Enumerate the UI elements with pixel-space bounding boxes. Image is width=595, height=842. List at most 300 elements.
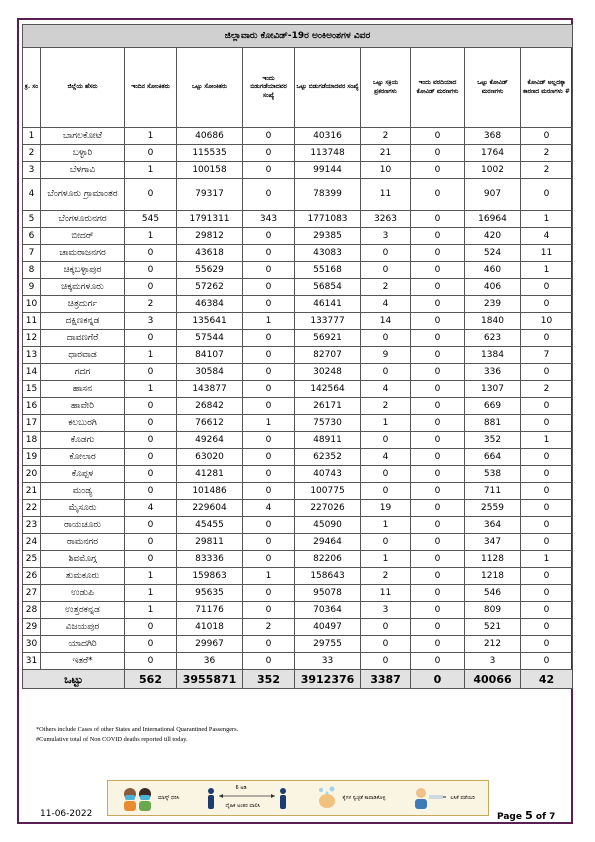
table-row [23,551,573,568]
table-row [23,145,573,162]
value-cell: 0 [243,517,295,534]
value-cell: 1 [125,128,177,145]
value-cell: 0 [411,466,465,483]
district-cell: ಬಳ್ಳಾರಿ [41,145,125,162]
table-row [23,432,573,449]
district-cell: ವಿಜಯಪುರ [41,619,125,636]
total-cell: 3912376 [295,670,361,689]
district-cell: ರಾಮನಗರ [41,534,125,551]
district-cell: ಕೊಪ್ಪಳ [41,466,125,483]
footnote-others: *Others include Cases of other States and International Quarantined Passengers. [36,726,239,733]
footnote-non-covid: #Cumulative total of Non COVID deaths reported till today. [36,736,188,743]
vaccine-icon [411,785,447,811]
value-cell: 82707 [295,347,361,364]
value-cell: 29385 [295,228,361,245]
value-cell: 0 [521,500,573,517]
value-cell: 56854 [295,279,361,296]
table-row [23,602,573,619]
value-cell: 0 [243,245,295,262]
serial-cell: 17 [23,415,41,432]
serial-cell: 6 [23,228,41,245]
value-cell: 0 [243,128,295,145]
serial-cell: 18 [23,432,41,449]
table-row [23,262,573,279]
value-cell: 0 [411,179,465,211]
district-cell: ಚಾಮರಾಜನಗರ [41,245,125,262]
serial-cell: 3 [23,162,41,179]
banner-distance [205,785,289,811]
value-cell: 3 [361,602,411,619]
serial-cell: 27 [23,585,41,602]
total-cell: 0 [411,670,465,689]
serial-cell: 19 [23,449,41,466]
value-cell: 0 [361,653,411,670]
value-cell: 0 [361,262,411,279]
value-cell: 41281 [177,466,243,483]
serial-cell: 13 [23,347,41,364]
value-cell: 545 [125,211,177,228]
value-cell: 82206 [295,551,361,568]
serial-cell: 22 [23,500,41,517]
value-cell: 347 [465,534,521,551]
value-cell: 1 [243,313,295,330]
value-cell: 1384 [465,347,521,364]
value-cell: 0 [243,466,295,483]
value-cell: 0 [411,432,465,449]
district-cell: ಬೆಂಗಳೂರುನಗರ [41,211,125,228]
safety-banner [107,780,489,816]
table-row [23,585,573,602]
district-cell: ಗದಗ [41,364,125,381]
footnotes [36,725,238,745]
value-cell: 0 [521,179,573,211]
value-cell: 142564 [295,381,361,398]
table-row [23,128,573,145]
serial-cell: 23 [23,517,41,534]
value-cell: 368 [465,128,521,145]
value-cell: 10 [361,162,411,179]
district-cell: ಬೆಂಗಳೂರು ಗ್ರಾಮಾಂತರ [41,179,125,211]
value-cell: 0 [521,466,573,483]
serial-cell: 8 [23,262,41,279]
value-cell: 0 [125,179,177,211]
value-cell: 57262 [177,279,243,296]
serial-cell: 11 [23,313,41,330]
banner-mask [121,785,179,811]
value-cell: 113748 [295,145,361,162]
value-cell: 336 [465,364,521,381]
value-cell: 0 [361,245,411,262]
value-cell: 0 [411,449,465,466]
value-cell: 1 [243,568,295,585]
value-cell: 0 [411,313,465,330]
value-cell: 0 [521,279,573,296]
value-cell: 133777 [295,313,361,330]
value-cell: 0 [361,330,411,347]
value-cell: 1 [361,415,411,432]
table-row [23,398,573,415]
value-cell: 0 [243,381,295,398]
header-total-discharged: ಒಟ್ಟು ಬಿಡುಗಡೆಯಾದವರ ಸಂಖ್ಯೆ [295,48,361,128]
total-label: ಒಟ್ಟು [23,670,125,689]
value-cell: 62352 [295,449,361,466]
value-cell: 0 [361,619,411,636]
value-cell: 11 [521,245,573,262]
value-cell: 0 [243,585,295,602]
value-cell: 2 [521,381,573,398]
value-cell: 0 [411,483,465,500]
value-cell: 0 [243,364,295,381]
value-cell: 0 [125,398,177,415]
header-total-cases: ಒಟ್ಟು ಸೋಂಕಿತರು [177,48,243,128]
total-cell: 562 [125,670,177,689]
table-row [23,483,573,500]
table-row [23,517,573,534]
value-cell: 0 [411,330,465,347]
value-cell: 56921 [295,330,361,347]
serial-cell: 21 [23,483,41,500]
serial-cell: 9 [23,279,41,296]
value-cell: 10 [521,313,573,330]
district-cell: ಇತರೆ* [41,653,125,670]
value-cell: 30584 [177,364,243,381]
table-row [23,347,573,364]
district-cell: ಉಡುಪಿ [41,585,125,602]
value-cell: 71176 [177,602,243,619]
value-cell: 2559 [465,500,521,517]
value-cell: 0 [521,128,573,145]
table-row [23,296,573,313]
banner-mask-label: ಮಾಸ್ಕ್ ಧರಿಸಿ [158,795,180,801]
header-district: ಜಿಲ್ಲೆಯ ಹೆಸರು [41,48,125,128]
district-cell: ಮೈಸೂರು [41,500,125,517]
value-cell: 0 [411,245,465,262]
value-cell: 1 [521,551,573,568]
value-cell: 0 [125,534,177,551]
value-cell: 0 [361,483,411,500]
value-cell: 0 [521,619,573,636]
value-cell: 40686 [177,128,243,145]
value-cell: 29464 [295,534,361,551]
value-cell: 26171 [295,398,361,415]
district-cell: ಹಾಸನ [41,381,125,398]
value-cell: 55168 [295,262,361,279]
value-cell: 100158 [177,162,243,179]
value-cell: 0 [411,145,465,162]
value-cell: 99144 [295,162,361,179]
table-row [23,619,573,636]
handwash-icon [315,785,339,811]
value-cell: 1 [521,432,573,449]
district-cell: ಬೆಳಗಾವಿ [41,162,125,179]
value-cell: 0 [243,551,295,568]
value-cell: 229604 [177,500,243,517]
value-cell: 0 [361,432,411,449]
value-cell: 907 [465,179,521,211]
value-cell: 0 [521,398,573,415]
value-cell: 43618 [177,245,243,262]
district-cell: ಬೀದರ್ [41,228,125,245]
serial-cell: 1 [23,128,41,145]
value-cell: 664 [465,449,521,466]
value-cell: 95078 [295,585,361,602]
value-cell: 0 [521,602,573,619]
value-cell: 0 [411,636,465,653]
banner-distance-label: ದೈಹಿಕ ಅಂತರ ಪಾಲಿಸಿ [225,803,261,809]
value-cell: 0 [411,228,465,245]
value-cell: 0 [125,551,177,568]
value-cell: 623 [465,330,521,347]
header-today-cases: ಇಂದಿನ ಸೋಂಕಿತರು [125,48,177,128]
value-cell: 4 [361,381,411,398]
table-row [23,381,573,398]
value-cell: 0 [125,364,177,381]
value-cell: 75730 [295,415,361,432]
value-cell: 669 [465,398,521,415]
header-today-discharged: ಇಂದು ಬಿಡುಗಡೆಯಾದವರ ಸಂಖ್ಯೆ [243,48,295,128]
value-cell: 0 [521,636,573,653]
value-cell: 0 [411,602,465,619]
district-cell: ಧಾರವಾಡ [41,347,125,364]
value-cell: 1764 [465,145,521,162]
table-row [23,636,573,653]
value-cell: 2 [243,619,295,636]
value-cell: 1 [125,568,177,585]
total-cell: 352 [243,670,295,689]
total-cell: 42 [521,670,573,689]
value-cell: 0 [411,128,465,145]
value-cell: 0 [243,330,295,347]
value-cell: 0 [125,245,177,262]
district-cell: ಚಿಕ್ಕಮಗಳೂರು [41,279,125,296]
district-cell: ಚಿಕ್ಕಬಳ್ಳಾಪುರ [41,262,125,279]
table-row [23,313,573,330]
header-active-cases: ಒಟ್ಟು ಸಕ್ರಿಯ ಪ್ರಕರಣಗಳು [361,48,411,128]
table-row [23,179,573,211]
value-cell: 711 [465,483,521,500]
header-serial: ಕ್ರ. ಸಂ [23,48,41,128]
value-cell: 115535 [177,145,243,162]
value-cell: 1 [521,211,573,228]
value-cell: 7 [521,347,573,364]
value-cell: 343 [243,211,295,228]
value-cell: 212 [465,636,521,653]
value-cell: 57544 [177,330,243,347]
mask-icon [121,785,155,811]
value-cell: 0 [411,211,465,228]
value-cell: 0 [411,653,465,670]
value-cell: 2 [521,162,573,179]
value-cell: 0 [243,398,295,415]
value-cell: 48911 [295,432,361,449]
value-cell: 43083 [295,245,361,262]
banner-handwash-label: ಕೈಗಳ ಸ್ವಚ್ಛತೆ ಕಾಪಾಡಿಕೊಳ್ಳಿ [342,795,386,801]
value-cell: 0 [521,534,573,551]
value-cell: 0 [243,636,295,653]
value-cell: 0 [125,653,177,670]
value-cell: 0 [243,145,295,162]
value-cell: 40743 [295,466,361,483]
value-cell: 2 [361,568,411,585]
value-cell: 521 [465,619,521,636]
value-cell: 0 [243,602,295,619]
district-cell: ಕೊಡಗು [41,432,125,449]
value-cell: 1 [125,585,177,602]
table-row [23,466,573,483]
serial-cell: 28 [23,602,41,619]
value-cell: 4 [361,296,411,313]
value-cell: 11 [361,179,411,211]
value-cell: 95635 [177,585,243,602]
value-cell: 1 [361,517,411,534]
value-cell: 2 [361,128,411,145]
table-row [23,534,573,551]
header-today-deaths: ಇಂದು ವರದಿಯಾದ ಕೋವಿಡ್ ಮರಣಗಳು [411,48,465,128]
value-cell: 1307 [465,381,521,398]
serial-cell: 2 [23,145,41,162]
district-cell: ದಕ್ಷಿಣಕನ್ನಡ [41,313,125,330]
serial-cell: 5 [23,211,41,228]
value-cell: 36 [177,653,243,670]
value-cell: 0 [243,483,295,500]
header-total-deaths: ಒಟ್ಟು ಕೋವಿಡ್ ಮರಣಗಳು [465,48,521,128]
value-cell: 0 [521,364,573,381]
value-cell: 0 [125,483,177,500]
value-cell: 158643 [295,568,361,585]
banner-handwash [315,785,385,811]
value-cell: 0 [411,415,465,432]
value-cell: 0 [243,432,295,449]
value-cell: 2 [361,279,411,296]
value-cell: 0 [125,145,177,162]
value-cell: 0 [243,449,295,466]
value-cell: 0 [411,381,465,398]
value-cell: 100775 [295,483,361,500]
value-cell: 45455 [177,517,243,534]
serial-cell: 16 [23,398,41,415]
value-cell: 4 [125,500,177,517]
banner-vaccine-label: ಲಸಿಕೆ ಪಡೆಯಿರಿ [450,795,475,801]
value-cell: 809 [465,602,521,619]
value-cell: 0 [243,162,295,179]
value-cell: 538 [465,466,521,483]
value-cell: 29811 [177,534,243,551]
table-row [23,364,573,381]
value-cell: 1128 [465,551,521,568]
district-cell: ಶಿವಮೊಗ್ಗ [41,551,125,568]
value-cell: 14 [361,313,411,330]
value-cell: 49264 [177,432,243,449]
district-cell: ಬಾಗಲಕೋಟೆ [41,128,125,145]
report-date: 11-06-2022 [40,809,93,819]
value-cell: 0 [361,466,411,483]
value-cell: 1 [361,551,411,568]
value-cell: 78399 [295,179,361,211]
value-cell: 83336 [177,551,243,568]
value-cell: 41018 [177,619,243,636]
value-cell: 143877 [177,381,243,398]
value-cell: 1 [125,381,177,398]
value-cell: 29967 [177,636,243,653]
value-cell: 3 [465,653,521,670]
value-cell: 19 [361,500,411,517]
value-cell: 1771083 [295,211,361,228]
value-cell: 364 [465,517,521,534]
value-cell: 0 [521,415,573,432]
value-cell: 881 [465,415,521,432]
value-cell: 0 [411,347,465,364]
value-cell: 70364 [295,602,361,619]
table-row [23,415,573,432]
value-cell: 40316 [295,128,361,145]
value-cell: 135641 [177,313,243,330]
value-cell: 0 [521,517,573,534]
value-cell: 546 [465,585,521,602]
serial-cell: 29 [23,619,41,636]
value-cell: 4 [361,449,411,466]
value-cell: 0 [125,619,177,636]
value-cell: 79317 [177,179,243,211]
table-row [23,500,573,517]
value-cell: 420 [465,228,521,245]
value-cell: 11 [361,585,411,602]
value-cell: 0 [125,415,177,432]
value-cell: 227026 [295,500,361,517]
value-cell: 0 [411,262,465,279]
value-cell: 0 [243,179,295,211]
value-cell: 1 [521,262,573,279]
value-cell: 1002 [465,162,521,179]
value-cell: 0 [243,653,295,670]
value-cell: 2 [361,398,411,415]
table-title: ಜಿಲ್ಲಾವಾರು ಕೋವಿಡ್-19ರ ಅಂಕಿಅಂಶಗಳ ವಿವರ [23,25,573,48]
value-cell: 352 [465,432,521,449]
table-row [23,162,573,179]
value-cell: 0 [125,449,177,466]
value-cell: 0 [411,364,465,381]
value-cell: 1218 [465,568,521,585]
value-cell: 0 [521,568,573,585]
value-cell: 1 [125,602,177,619]
table-row [23,330,573,347]
value-cell: 0 [521,585,573,602]
serial-cell: 7 [23,245,41,262]
header-non-covid-deaths: ಕೋವಿಡ್ ಅಲ್ಲದಕ್ಕಾ ಕಾರಣದ ಮರಣಗಳು # [521,48,573,128]
value-cell: 3 [361,228,411,245]
value-cell: 0 [521,296,573,313]
value-cell: 239 [465,296,521,313]
table-row [23,279,573,296]
value-cell: 0 [125,636,177,653]
value-cell: 524 [465,245,521,262]
value-cell: 0 [411,296,465,313]
value-cell: 0 [361,636,411,653]
value-cell: 1791311 [177,211,243,228]
covid-stats-table [22,24,573,689]
total-cell: 40066 [465,670,521,689]
value-cell: 3 [125,313,177,330]
district-cell: ದಾವಣಗೆರೆ [41,330,125,347]
serial-cell: 20 [23,466,41,483]
value-cell: 0 [411,279,465,296]
value-cell: 0 [361,534,411,551]
value-cell: 1 [125,228,177,245]
value-cell: 0 [243,279,295,296]
page-current: 5 [525,809,533,822]
value-cell: 1840 [465,313,521,330]
value-cell: 21 [361,145,411,162]
value-cell: 26842 [177,398,243,415]
